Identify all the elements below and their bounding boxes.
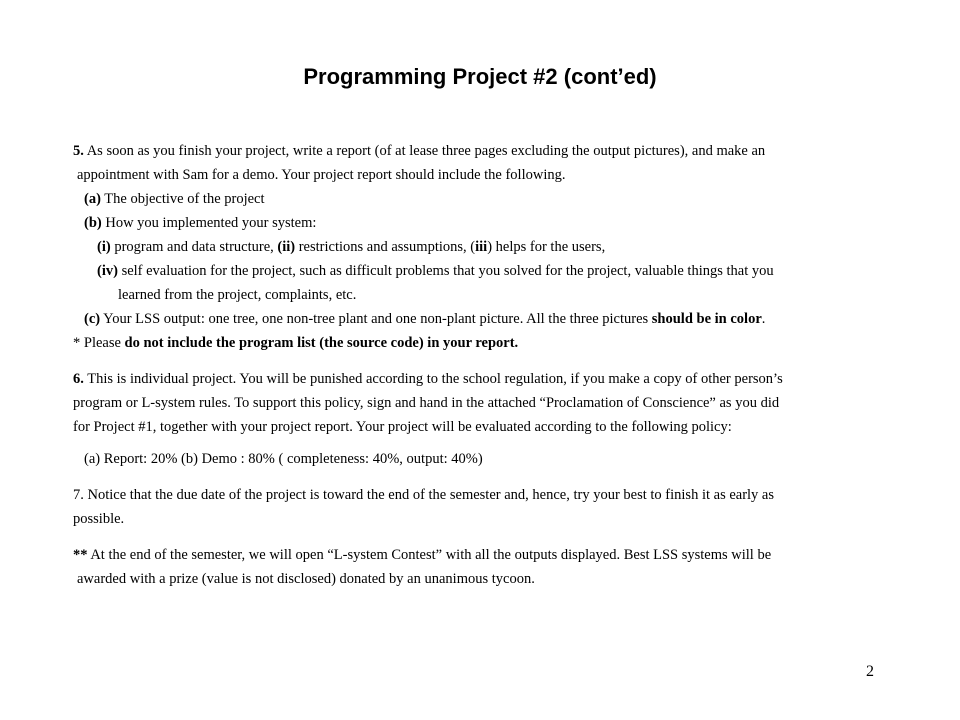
item5-c-text: Your LSS output: one tree, one non-tree plant and one non-plant picture. All the three pictures [100,311,652,327]
item5-number: 5. [73,143,84,159]
item6-line1 [73,367,893,391]
item5-iii-text: ) helps for the users, [487,239,606,255]
item5-b-label: (b) [84,215,102,231]
item5-text-1: As soon as you finish your project, write a report (of at lease three pages excluding the output pictures), and make an [83,143,766,159]
item5-b [73,211,893,235]
item5-note [73,331,893,355]
closing-text-1: At the end of the semester, we will open “L-system Contest” with all the outputs displayed. Best LSS systems will be [87,547,772,563]
item5-iii-label: iii [475,239,488,255]
closing-stars: ** [73,547,88,563]
slide-body [73,139,893,591]
page-number: 2 [866,663,874,680]
item5-a-text: The objective of the project [100,191,265,207]
item5-c-bold: should be in color [651,311,762,327]
item5-b-iv-line [73,259,893,283]
spacer [73,471,893,483]
item6-number: 6. [73,371,84,387]
closing-line1 [73,543,893,567]
item5-ii-text: restrictions and assumptions, ( [295,239,476,255]
item7-line1: 7. Notice that the due date of the project is toward the end of the semester and, hence, try your best to finish it as early as [73,487,775,503]
item5-line1 [73,139,893,163]
item5-line2: appointment with Sam for a demo. Your project report should include the following. [77,167,566,183]
item5-a [73,187,893,211]
item5-c-label: (c) [84,311,101,327]
item5-iv-label: (iv) [97,263,118,279]
item5-note-prefix: * Please [73,335,125,351]
slide-title: Programming Project #2 (cont’ed) [303,64,657,89]
item5-b-iv-cont: learned from the project, complaints, etc. [118,287,357,303]
item5-c-end: . [761,311,766,327]
item6-text-1: This is individual project. You will be punished according to the school regulation, if you make a copy of other person’s [83,371,783,387]
spacer [73,531,893,543]
item5-iv-text: self evaluation for the project, such as difficult problems that you solved for the project, valuable things that you [117,263,774,279]
spacer [73,439,893,447]
item5-ii-label: (ii) [277,239,296,255]
item5-i-label: (i) [97,239,111,255]
item5-a-label: (a) [84,191,101,207]
item7-line2: possible. [73,511,125,527]
item5-b-text: How you implemented your system: [101,215,317,231]
spacer [73,355,893,367]
item5-b-i-line [73,235,893,259]
item5-c [73,307,893,331]
item5-i-text: program and data structure, [110,239,278,255]
item6-line3: for Project #1, together with your project report. Your project will be evaluated according to the following policy: [73,419,732,435]
closing-line2: awarded with a prize (value is not disclosed) donated by an unanimous tycoon. [77,571,535,587]
item6-line2: program or L-system rules. To support this policy, sign and hand in the attached “Proclamation of Conscience” as you did [73,395,780,411]
item6-policy: (a) Report: 20% (b) Demo : 80% ( completeness: 40%, output: 40%) [84,451,483,467]
item5-note-bold: do not include the program list (the source code) in your report. [124,335,519,351]
